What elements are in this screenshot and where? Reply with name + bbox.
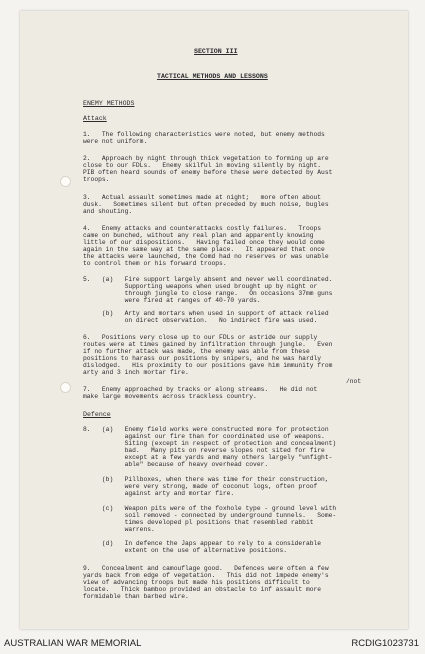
paragraph-5b: (b) Arty and mortars when used in support of attack relied on direct observation. No indirect fire was used.: [101, 310, 329, 325]
attack-heading: Attack: [83, 115, 107, 122]
section-subtitle: TACTICAL METHODS AND LESSONS: [157, 73, 268, 80]
document-page: [20, 11, 408, 629]
paragraph-4: 4. Enemy attacks and counterattacks costly failures. Troops came on bunched, without any real plan and apparently knowing little of our dispositions. Having failed once they would come again in the same way at the same place. It appeared that once the attacks were launched, the Comd had no reserves or was unable to control them or his forward troops.: [83, 225, 329, 268]
enemy-methods-heading: ENEMY METHODS: [83, 100, 135, 107]
footer-bar: [0, 633, 425, 654]
paragraph-3: 3. Actual assault sometimes made at night; more often about dusk. Sometimes silent but often preceded by much noise, bugles and shouting.: [83, 194, 329, 216]
punch-hole: [60, 382, 71, 393]
paragraph-7-note: /not: [346, 378, 362, 385]
paragraph-8a: 8. (a) Enemy field works were constructed more for protection against our fire than for coordinated use of weapons. Siting (except in respect of protection and concealment) bad. Many pits on reverse slopes not sited for fire except at a few yards and many others largely "unfight- able" because of heavy overhead cover.: [83, 426, 337, 469]
paragraph-9: 9. Concealment and camouflage good. Defences were often a few yards back from edge of vegetation. This did not impede enemy's view of advancing troops but made his positions difficult to locate. Thick bamboo provided an obstacle to inf assault more formidable than barbed wire.: [83, 565, 329, 601]
footer-record-id: RCDIG1023731: [351, 638, 419, 649]
paragraph-8b: (b) Pillboxes, when there was time for their construction, were very strong, made of coconut logs, often proof against arty and mortar fire.: [101, 476, 329, 498]
section-title: SECTION III: [194, 48, 238, 55]
paragraph-1: 1. The following characteristics were noted, but enemy methods were not uniform.: [83, 131, 325, 146]
paragraph-7: 7. Enemy approached by tracks or along streams. He did not make large movements across trackless country.: [83, 386, 318, 401]
footer-source: AUSTRALIAN WAR MEMORIAL: [4, 638, 142, 649]
paragraph-2: 2. Approach by night through thick vegetation to forming up are close to our FDLs. Enemy skilful in moving silently by night. PIB often heard sounds of enemy before these were detected by Aust troops.: [83, 155, 333, 184]
paragraph-8c: (c) Weapon pits were of the foxhole type - ground level with soil removed - connected by underground tunnels. Some- times developed pl positions that resembled rabbit warrens.: [101, 505, 337, 534]
paragraph-5a: 5. (a) Fire support largely absent and never well coordinated. Supporting weapons when used brought up by night or through jungle to close range. On occasions 37mm guns were fired at ranges of 40-70 yards.: [83, 276, 333, 305]
paragraph-6: 6. Positions very close up to our FDLs or astride our supply routes were at times gained by infiltration through jungle. Even if no further attack was made, the enemy was able from these positions to harass our positions by snipers, and he was hardly dislodged. His proximity to our positions gave him immunity from arty and 3 inch mortar fire.: [83, 334, 333, 377]
paragraph-8d: (d) In defence the Japs appear to rely to a considerable extent on the use of alternative positions.: [101, 540, 322, 555]
defence-heading: Defence: [83, 411, 111, 418]
punch-hole: [60, 176, 71, 187]
